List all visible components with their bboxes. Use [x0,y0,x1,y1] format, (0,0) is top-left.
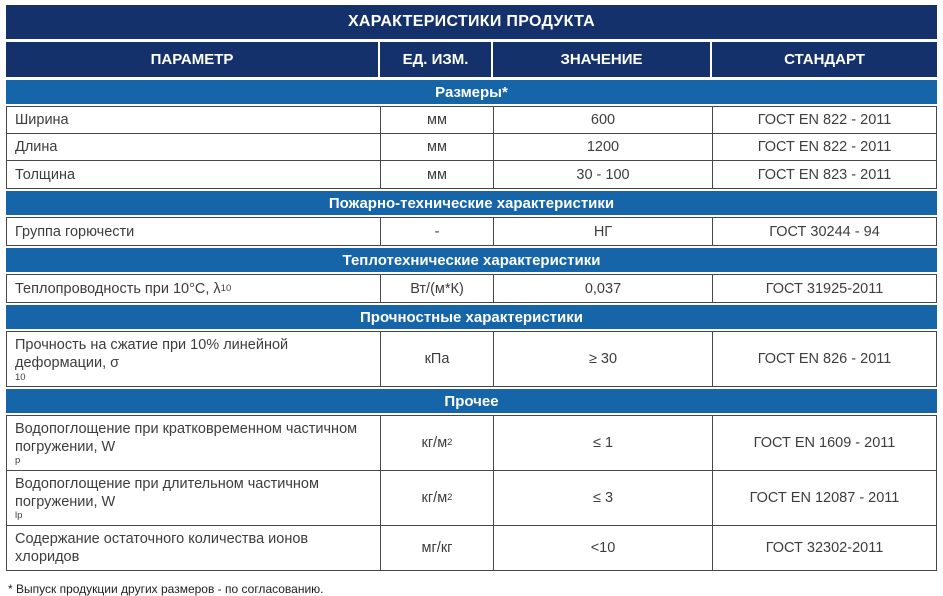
section-rows-fire-technical [6,217,937,246]
column-header-parameter: ПАРАМЕТР [6,42,380,77]
cell-unit: мм [381,107,494,133]
column-header-standard: СТАНДАРТ [784,51,865,68]
cell-value: 0,037 [494,275,713,302]
cell-parameter: Теплопроводность при 10°С, λ 10 [7,275,381,302]
column-headers [6,42,937,77]
section-band-dimensions: Размеры* [6,80,937,104]
cell-parameter: Толщина [7,161,381,188]
cell-parameter: Водопоглощение при кратковременном частичном погружении, W p [7,416,381,470]
section-band-strength: Прочностные характеристики [6,305,937,329]
cell-standard: ГОСТ EN 1609 - 2011 [753,434,896,451]
column-header-value: ЗНАЧЕНИЕ [493,42,712,77]
cell-standard: ГОСТ 31925-2011 [765,280,884,297]
footnote: * Выпуск продукции других размеров - по согласованию. [8,581,324,596]
cell-standard: ГОСТ EN 12087 - 2011 [749,489,900,506]
row-flammability-group [7,218,936,245]
cell-parameter: Содержание остаточного количества ионов хлоридов [7,526,381,570]
cell-parameter: Водопоглощение при длительном частичном погружении, W lp [7,471,381,525]
section-rows-strength [6,331,937,387]
row-length [7,134,936,161]
cell-standard: ГОСТ 32302-2011 [765,539,884,556]
cell-value: НГ [494,218,713,245]
cell-standard: ГОСТ EN 822 - 2011 [757,112,892,128]
cell-parameter: Прочность на сжатие при 10% линейной деформации, σ 10 [7,332,381,386]
cell-parameter: Ширина [7,107,381,133]
cell-value: 1200 [494,134,713,160]
product-characteristics-table [6,5,937,596]
cell-parameter: Группа горючести [7,218,381,245]
row-water-absorption-short-term [7,416,936,471]
row-water-absorption-long-term [7,471,936,526]
cell-parameter: Длина [7,134,381,160]
cell-value: ≤ 1 [494,416,713,470]
section-band-thermal: Теплотехнические характеристики [6,248,937,272]
row-chloride-ion-content [7,526,936,570]
cell-unit: кПа [381,332,494,386]
cell-unit: мм [381,134,494,160]
section-band-other: Прочее [6,389,937,413]
cell-value: 30 - 100 [494,161,713,188]
table-title-text: ХАРАКТЕРИСТИКИ ПРОДУКТА [347,13,596,30]
row-compressive-strength [7,332,936,386]
cell-standard: ГОСТ 30244 - 94 [769,223,880,240]
column-header-unit: ЕД. ИЗМ. [380,42,493,77]
row-thermal-conductivity [7,275,936,302]
section-band-fire-technical: Пожарно-технические характеристики [6,191,937,215]
section-rows-other [6,415,937,571]
cell-value: 600 [494,107,713,133]
cell-unit: мм [381,161,494,188]
cell-unit: - [381,218,494,245]
row-thickness [7,161,936,188]
cell-value: ≥ 30 [494,332,713,386]
section-rows-thermal [6,274,937,303]
table-title [6,5,937,39]
cell-standard: ГОСТ EN 823 - 2011 [757,166,892,183]
cell-standard: ГОСТ EN 826 - 2011 [757,351,892,368]
cell-unit: кг/м 2 [381,471,494,525]
cell-value: ≤ 3 [494,471,713,525]
cell-value: <10 [494,526,713,570]
section-rows-dimensions [6,106,937,189]
row-width [7,107,936,134]
cell-unit: Вт/(м*К) [381,275,494,302]
cell-unit: мг/кг [381,526,494,570]
cell-standard: ГОСТ EN 822 - 2011 [757,139,892,156]
cell-unit: кг/м 2 [381,416,494,470]
